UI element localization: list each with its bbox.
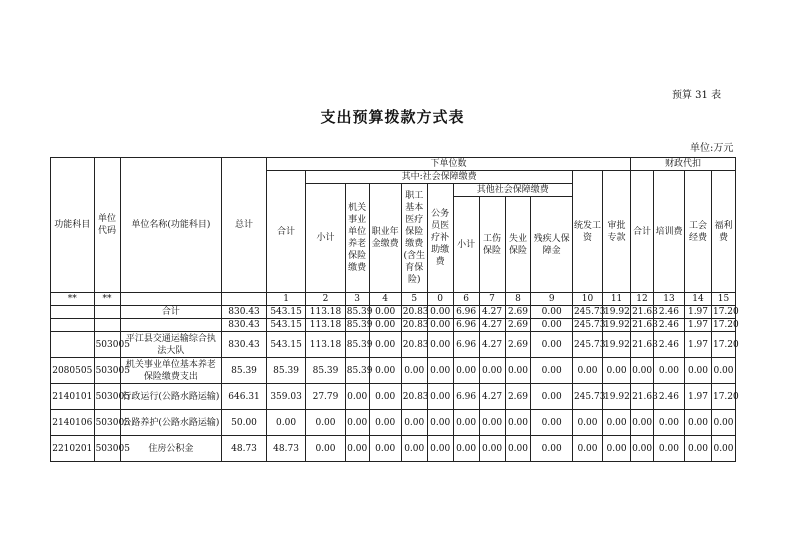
- cell-total: 830.43: [222, 306, 267, 319]
- cell-value: 2.46: [653, 384, 684, 410]
- cell-value: 0.00: [369, 306, 401, 319]
- col-blank: [120, 293, 222, 306]
- cell-value: 0.00: [505, 410, 531, 436]
- cell-value: 0.00: [685, 410, 712, 436]
- cell-value: 0.00: [369, 384, 401, 410]
- col-number: 2: [306, 293, 345, 306]
- cell-value: 0.00: [711, 358, 735, 384]
- cell-func-code: [51, 332, 95, 358]
- cell-value: 0.00: [427, 410, 453, 436]
- cell-value: 4.27: [479, 332, 505, 358]
- table-row: [51, 410, 736, 436]
- cell-value: 2.46: [653, 306, 684, 319]
- cell-value: 0.00: [453, 410, 479, 436]
- cell-value: 19.92: [603, 384, 631, 410]
- cell-value: 0.00: [711, 410, 735, 436]
- cell-value: 113.18: [306, 306, 345, 319]
- cell-value: 0.00: [531, 436, 573, 462]
- cell-value: 0.00: [369, 436, 401, 462]
- cell-value: 17.20: [711, 332, 735, 358]
- cell-value: 0.00: [572, 410, 602, 436]
- cell-value: 0.00: [685, 358, 712, 384]
- table-row: [51, 384, 736, 410]
- cell-value: 0.00: [631, 436, 654, 462]
- cell-unit-name: 机关事业单位基本养老保险缴费支出: [120, 358, 222, 384]
- header-unemployment: 失业保险: [505, 197, 531, 293]
- cell-value: 85.39: [346, 307, 373, 317]
- cell-value: 85.39: [345, 358, 369, 384]
- cell-value: 0.00: [505, 436, 531, 462]
- cell-total: 830.43: [222, 332, 267, 358]
- header-other-subtotal: 小计: [453, 197, 479, 293]
- cell-unit-code: [94, 306, 120, 319]
- cell-value: 113.18: [306, 332, 345, 358]
- col-star: **: [51, 293, 95, 306]
- col-number: 9: [531, 293, 573, 306]
- cell-value: 0.00: [505, 358, 531, 384]
- cell-value: 0.00: [345, 436, 369, 462]
- col-number: 8: [505, 293, 531, 306]
- cell-value: 0.00: [653, 410, 684, 436]
- header-approval: 审批专款: [603, 171, 631, 293]
- cell-value: 0.00: [711, 436, 735, 462]
- cell-func-code: 2080505: [51, 358, 95, 384]
- col-number: 10: [572, 293, 602, 306]
- cell-unit-name: 住房公积金: [120, 436, 222, 462]
- col-blank: [222, 293, 267, 306]
- cell-value: 543.15: [266, 332, 305, 358]
- cell-value: 6.96: [453, 332, 479, 358]
- cell-value: 0.00: [531, 410, 573, 436]
- header-medical: 职工基本医疗保险缴费(含生育保险): [401, 184, 427, 293]
- header-disabled: 残疾人保障金: [531, 197, 573, 293]
- cell-value: 0.00: [427, 332, 453, 358]
- col-number: 0: [427, 293, 453, 306]
- table-row: [51, 319, 736, 332]
- cell-unit-name: 公路养护(公路水路运输): [120, 410, 222, 436]
- cell-value: 0.00: [653, 358, 684, 384]
- header-total: 总计: [222, 158, 267, 293]
- cell-value: 1.97: [685, 384, 712, 410]
- col-number: 1: [266, 293, 305, 306]
- cell-unit-name: 行政运行(公路水路运输): [120, 384, 222, 410]
- cell-unit-code: 503005: [94, 358, 120, 384]
- col-number: 7: [479, 293, 505, 306]
- cell-value: 85.39: [306, 358, 345, 384]
- col-number: 6: [453, 293, 479, 306]
- cell-func-code: 2140106: [51, 410, 95, 436]
- cell-value: 4.27: [479, 306, 505, 319]
- cell-value: 2.69: [505, 319, 531, 332]
- cell-value: 2.69: [505, 384, 531, 410]
- cell-value: 0.00: [427, 306, 453, 319]
- cell-value: 20.83: [401, 332, 427, 358]
- cell-func-code: [51, 319, 95, 332]
- cell-value: 17.20: [712, 307, 739, 317]
- cell-value: 0.00: [266, 410, 305, 436]
- cell-value: 21.63: [632, 320, 658, 330]
- cell-value: 0.00: [427, 319, 453, 332]
- header-subtotal-all: 合计: [266, 171, 305, 293]
- cell-value: 1.97: [685, 332, 712, 358]
- cell-value: 0.00: [427, 384, 453, 410]
- header-salary: 统发工资: [572, 171, 602, 293]
- table-row: [51, 306, 736, 319]
- cell-value: 85.39: [345, 332, 369, 358]
- cell-value: 0.00: [453, 358, 479, 384]
- form-number: 预算 31 表: [672, 90, 722, 101]
- cell-value: 0.00: [479, 410, 505, 436]
- header-unit-code: 单位代码: [94, 158, 120, 293]
- col-number: 12: [631, 293, 654, 306]
- cell-value: 85.39: [266, 358, 305, 384]
- cell-func-code: [51, 306, 95, 319]
- cell-value: 20.83: [401, 384, 427, 410]
- header-row-1: [51, 158, 736, 171]
- cell-value: 0.00: [631, 410, 654, 436]
- cell-total: 830.43: [222, 319, 267, 332]
- cell-value: 2.69: [505, 306, 531, 319]
- cell-value: 0.00: [427, 358, 453, 384]
- cell-value: 0.00: [369, 410, 401, 436]
- cell-value: 0.00: [572, 436, 602, 462]
- cell-value: 0.00: [369, 358, 401, 384]
- cell-value: 85.39: [346, 320, 373, 330]
- cell-value: 2.46: [653, 332, 684, 358]
- cell-value: 245.73: [573, 307, 606, 317]
- cell-value: 0.00: [401, 436, 427, 462]
- cell-value: 0.00: [427, 436, 453, 462]
- cell-value: 2.69: [505, 332, 531, 358]
- header-social-security: 其中:社会保障缴费: [306, 171, 573, 184]
- cell-value: 0.00: [401, 358, 427, 384]
- col-number: 4: [369, 293, 401, 306]
- cell-value: 48.73: [266, 436, 305, 462]
- unit-label: 单位:万元: [690, 143, 734, 154]
- header-func-code: 功能科目: [51, 158, 95, 293]
- col-number: 14: [685, 293, 712, 306]
- cell-value: 17.20: [711, 384, 735, 410]
- cell-value: 6.96: [453, 384, 479, 410]
- header-union: 工会经费: [685, 171, 712, 293]
- cell-unit-code: 503005: [94, 436, 120, 462]
- cell-total: 50.00: [222, 410, 267, 436]
- cell-value: 21.63: [631, 332, 654, 358]
- cell-value: 6.96: [453, 319, 479, 332]
- budget-table: [50, 157, 739, 462]
- cell-value: 0.00: [345, 410, 369, 436]
- header-finance: 财政代扣: [631, 158, 736, 171]
- cell-value: 4.27: [479, 319, 505, 332]
- cell-value: 0.00: [572, 358, 602, 384]
- cell-value: 0.00: [653, 436, 684, 462]
- col-number: 11: [603, 293, 631, 306]
- cell-value: 0.00: [531, 306, 573, 319]
- column-number-row: [51, 293, 736, 306]
- cell-value: 0.00: [306, 410, 345, 436]
- cell-value: 543.15: [266, 319, 305, 332]
- cell-value: 359.03: [266, 384, 305, 410]
- page-title: 支出预算拨款方式表: [320, 108, 465, 126]
- cell-value: 21.63: [631, 384, 654, 410]
- cell-total: 85.39: [222, 358, 267, 384]
- cell-value: 0.00: [401, 410, 427, 436]
- cell-value: 0.00: [453, 436, 479, 462]
- cell-value: 0.00: [531, 319, 573, 332]
- cell-total: 48.73: [222, 436, 267, 462]
- header-fin-total: 合计: [631, 171, 654, 293]
- cell-value: 543.15: [266, 306, 305, 319]
- cell-value: 245.73: [572, 332, 602, 358]
- cell-func-code: 2210201: [51, 436, 95, 462]
- cell-value: 0.00: [603, 358, 631, 384]
- cell-value: 0.00: [603, 410, 631, 436]
- cell-unit-code: 503005: [94, 384, 120, 410]
- header-civil-medical: 公务员医疗补助缴费: [427, 184, 453, 293]
- cell-unit-code: 503005: [94, 410, 120, 436]
- table-row: [51, 436, 736, 462]
- header-annuity: 职业年金缴费: [369, 184, 401, 293]
- header-other-social: 其他社会保障缴费: [453, 184, 572, 197]
- cell-value: 6.96: [453, 306, 479, 319]
- cell-value: 17.20: [712, 320, 739, 330]
- header-subtotal: 小计: [306, 184, 345, 293]
- cell-value: 0.00: [685, 436, 712, 462]
- cell-value: 0.00: [479, 436, 505, 462]
- col-number: 5: [401, 293, 427, 306]
- cell-total: 646.31: [222, 384, 267, 410]
- cell-unit-name: 合计: [120, 306, 222, 319]
- col-number: 13: [653, 293, 684, 306]
- col-star: **: [94, 293, 120, 306]
- cell-value: 19.92: [604, 307, 630, 317]
- cell-value: 0.00: [369, 319, 401, 332]
- cell-unit-name: [120, 319, 222, 332]
- cell-value: 0.00: [369, 332, 401, 358]
- cell-value: 0.00: [631, 358, 654, 384]
- cell-value: 0.00: [531, 332, 573, 358]
- cell-value: 4.27: [479, 384, 505, 410]
- cell-func-code: 2140101: [51, 384, 95, 410]
- header-training: 培训费: [653, 171, 684, 293]
- col-number: 3: [345, 293, 369, 306]
- header-unit-name: 单位名称(功能科目): [120, 158, 222, 293]
- header-injury: 工伤保险: [479, 197, 505, 293]
- cell-value: 21.63: [632, 307, 658, 317]
- cell-value: 27.79: [306, 384, 345, 410]
- col-number: 15: [711, 293, 735, 306]
- cell-value: 113.18: [306, 319, 345, 332]
- table-row: [51, 358, 736, 384]
- cell-value: 1.97: [685, 319, 712, 332]
- header-welfare: 福利费: [711, 171, 735, 293]
- cell-value: 1.97: [685, 306, 712, 319]
- cell-value: 2.46: [653, 319, 684, 332]
- cell-value: 20.83: [402, 307, 429, 317]
- cell-value: 0.00: [603, 436, 631, 462]
- cell-value: 0.00: [531, 358, 573, 384]
- cell-value: 0.00: [531, 384, 573, 410]
- header-pension: 机关事业单位养老保险缴费: [345, 184, 369, 293]
- header-lower-unit: 下单位数: [266, 158, 630, 171]
- cell-unit-code: 503005: [94, 332, 120, 358]
- cell-value: 0.00: [479, 358, 505, 384]
- cell-value: 245.73: [573, 320, 606, 330]
- table-row: [51, 332, 736, 358]
- cell-unit-code: [94, 319, 120, 332]
- cell-value: 0.00: [345, 384, 369, 410]
- cell-value: 0.00: [306, 436, 345, 462]
- cell-value: 20.83: [402, 320, 429, 330]
- cell-unit-name: 平江县交通运输综合执法大队: [120, 332, 222, 358]
- cell-value: 19.92: [603, 332, 631, 358]
- cell-value: 245.73: [572, 384, 602, 410]
- cell-value: 19.92: [604, 320, 630, 330]
